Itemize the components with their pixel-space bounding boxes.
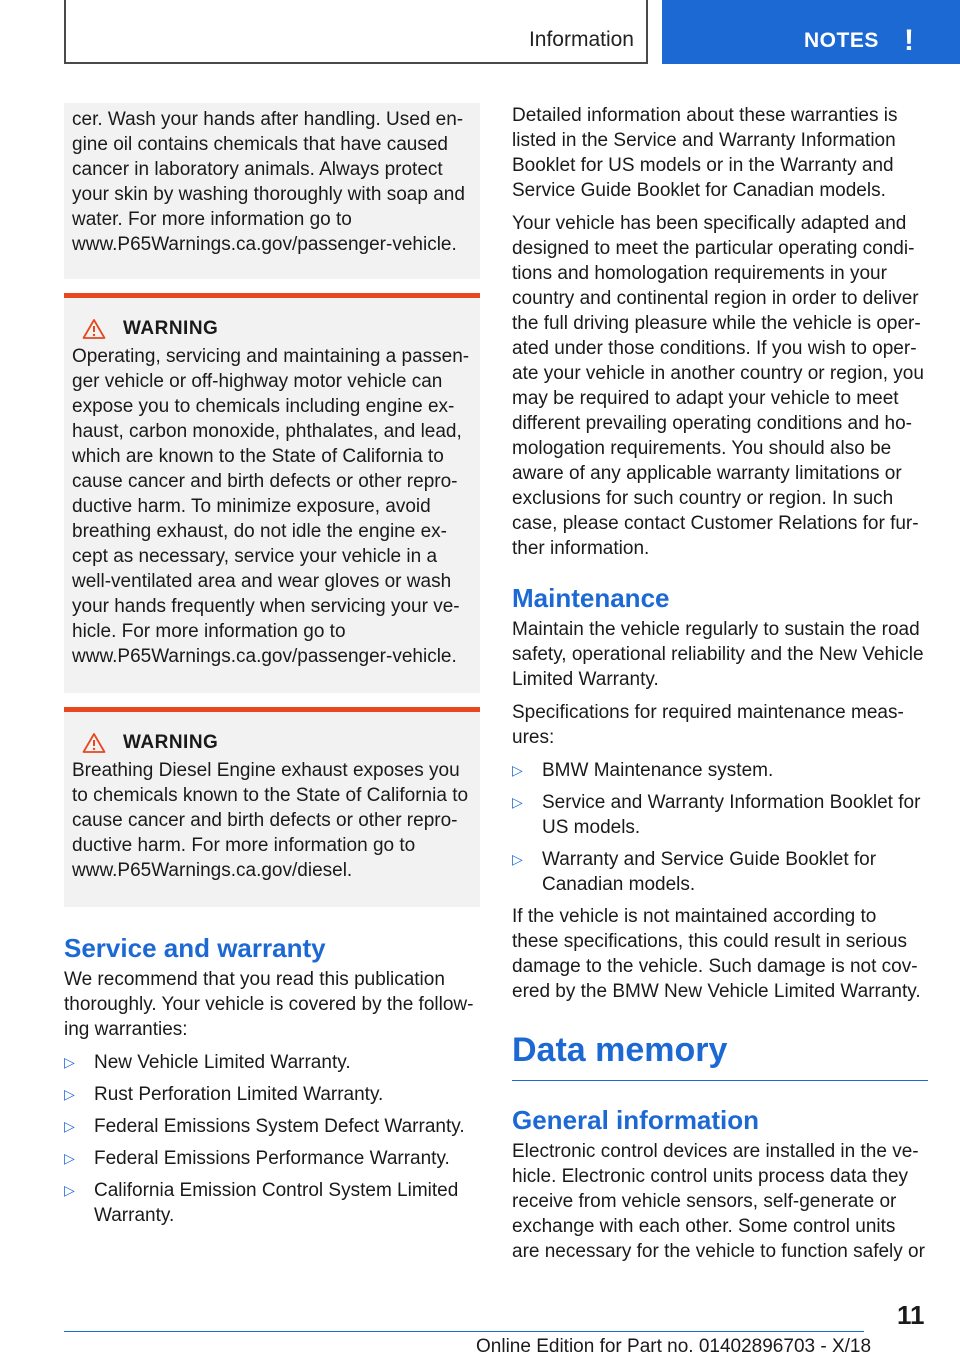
intro-notice-box	[64, 103, 480, 279]
list-item: ▷ Federal Emissions System Defect Warranty.	[64, 1116, 465, 1137]
page-number: 11	[897, 1300, 925, 1330]
header-notes-label: NOTES	[804, 29, 879, 52]
intro-notice-text: cer. Wash your hands after handling. Used en‐ gine oil contains chemicals that have caused cancer in laboratory animals. Always protect your skin by washing thoroughly with soap and water. For more information go to www.P65Warnings.ca.gov/passenger-vehicle.	[72, 109, 465, 255]
warning-box-1	[64, 293, 480, 693]
warranty-details-text: Detailed information about these warranties is listed in the Service and Warranty Information Booklet for US models or in the Warranty and Service Guide Booklet for Canadian models.	[512, 105, 898, 201]
warning-title-2	[72, 732, 472, 754]
header-section-box	[64, 0, 648, 64]
list-item: ▷ Service and Warranty Information Booklet for US models.	[512, 792, 921, 838]
service-warranty-heading: Service and warranty	[64, 933, 326, 963]
footer-divider	[64, 1331, 864, 1332]
warning-title-1	[72, 318, 472, 340]
maintenance-warning-text: If the vehicle is not maintained according to these specifications, this could result in serious damage to the vehicle. Such damage is not cov‐ ered by the BMW New Vehicle Limited Warranty.	[512, 906, 921, 1002]
warning-box-2	[64, 707, 480, 907]
data-memory-heading: Data memory	[512, 1031, 728, 1069]
warning-triangle-icon	[82, 318, 106, 340]
list-item: ▷ Federal Emissions Performance Warranty.	[64, 1148, 450, 1169]
left-column	[64, 103, 480, 1235]
bullet-triangle-icon: ▷	[64, 1182, 75, 1198]
maintenance-spec-intro: Specifications for required maintenance meas‐ ures:	[512, 702, 904, 748]
warning-triangle-icon	[82, 732, 106, 754]
maintenance-heading: Maintenance	[512, 583, 670, 613]
bullet-triangle-icon: ▷	[64, 1054, 75, 1070]
maintenance-intro: Maintain the vehicle regularly to sustain the road safety, operational reliability and the New Vehicle Limited Warranty.	[512, 619, 924, 690]
list-item: ▷ Rust Perforation Limited Warranty.	[64, 1084, 384, 1105]
right-column	[512, 103, 928, 1272]
warning-title-text-1: WARNING	[123, 318, 219, 339]
list-item: ▷ California Emission Control System Limited Warranty.	[64, 1180, 459, 1226]
bullet-triangle-icon: ▷	[64, 1118, 75, 1134]
bullet-triangle-icon: ▷	[512, 762, 523, 778]
header-section-label: Information	[528, 28, 634, 51]
list-item: ▷ Warranty and Service Guide Booklet for Canadian models.	[512, 849, 877, 895]
bullet-triangle-icon: ▷	[512, 851, 523, 867]
exclamation-icon: !	[904, 24, 914, 57]
warning-text-2: Breathing Diesel Engine exhaust exposes you to chemicals known to the State of California to cause cancer and birth defects or other repro‐ ductive harm. For more information go to www.P65Warnings.ca.gov/diesel.	[72, 760, 469, 881]
list-item: ▷ BMW Maintenance system.	[512, 760, 774, 781]
header-notes-tab	[662, 0, 960, 64]
general-information-text: Electronic control devices are installed in the ve‐ hicle. Electronic control units process data they receive from vehicle sensors, self-generate or exchange with each other. Some control units are necessary for the vehicle to function safely or	[512, 1141, 925, 1262]
general-information-heading: General information	[512, 1105, 760, 1135]
vehicle-adaptation-text: Your vehicle has been specifically adapted and designed to meet the particular operating condi‐ tions and homologation requirements in your country and continental region in order to deliver the full driving pleasure while the vehicle is oper‐ ated under those conditions. If you wish to oper‐ ate your vehicle in another country or region, you may be required to adapt your vehicle to meet different prevailing operating conditions and ho‐ mologation requirements. You should also be aware of any applicable warranty limitations or exclusions for such country or region. In such case, please contact Customer Relations for fur‐ ther information.	[512, 213, 924, 559]
bullet-triangle-icon: ▷	[64, 1150, 75, 1166]
footer-edition-text: Online Edition for Part no. 01402896703 - X/18	[476, 1336, 872, 1357]
data-memory-heading-block	[512, 1030, 928, 1081]
list-item: ▷ New Vehicle Limited Warranty.	[64, 1052, 351, 1073]
bullet-triangle-icon: ▷	[512, 794, 523, 810]
warning-text-1: Operating, servicing and maintaining a passen‐ ger vehicle or off-highway motor vehicle can expose you to chemicals including engine ex‐ haust, carbon monoxide, phthalates, and lead, which are known to the State of California to cause cancer and birth defects or other repro‐ ductive harm. To minimize exposure, avoid breathing exhaust, do not idle the engine ex‐ cept as necessary, service your vehicle in a well-ventilated area and wear gloves or wash your hands frequently when servicing your ve‐ hicle. For more information go to www.P65Warnings.ca.gov/passenger-vehicle.	[72, 346, 470, 667]
warranty-list	[64, 1050, 480, 1228]
maintenance-list	[512, 758, 928, 897]
service-warranty-intro: We recommend that you read this publication thoroughly. Your vehicle is covered by the follow‐ ing warranties:	[64, 969, 474, 1040]
warning-title-text-2: WARNING	[123, 732, 219, 753]
bullet-triangle-icon: ▷	[64, 1086, 75, 1102]
